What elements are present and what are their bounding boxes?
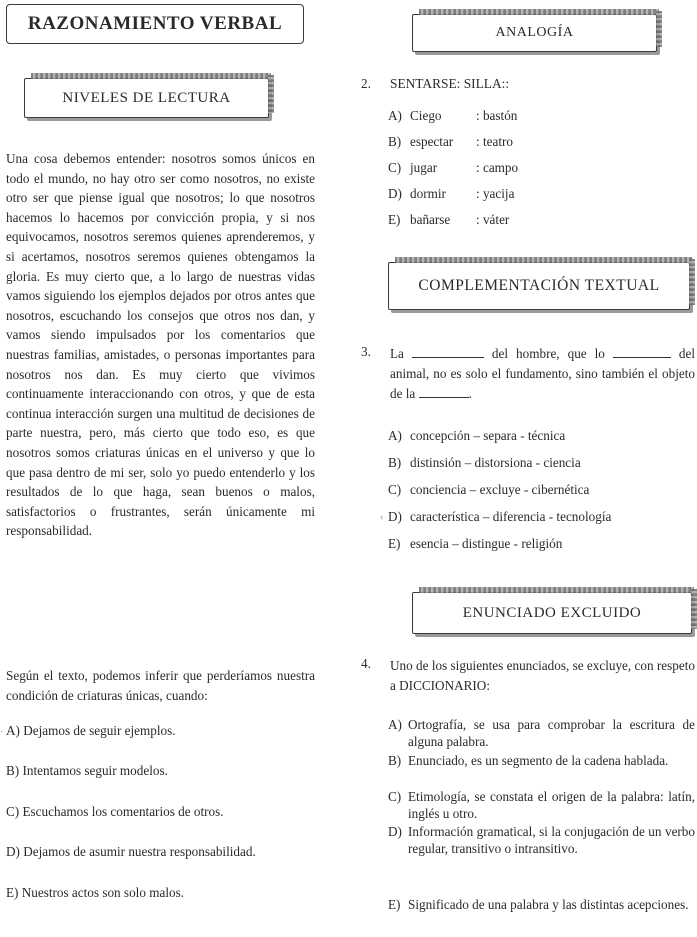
option-a[interactable]: A) Dejamos de seguir ejemplos. bbox=[6, 723, 176, 738]
option-d[interactable]: D) Dejamos de asumir nuestra responsabilidad. bbox=[6, 844, 256, 859]
complementacion-option-c[interactable]: C) conciencia – excluye - cibernética bbox=[388, 482, 590, 497]
subsection-title-box bbox=[24, 78, 269, 118]
question-1-stem: Según el texto, podemos inferir que perderíamos nuestra condición de criaturas únicas, cuando: bbox=[6, 668, 315, 703]
section-title: RAZONAMIENTO VERBAL bbox=[27, 13, 283, 34]
analogia-option-c[interactable]: C) jugar : campo bbox=[388, 160, 519, 175]
question-3-stem: La del hombre, que lo del animal, no es solo el fundamento, sino también el objeto de la . bbox=[390, 346, 696, 401]
analogia-option-a[interactable]: A) Ciego : bastón bbox=[388, 108, 518, 123]
analogia-option-b[interactable]: B) espectar : teatro bbox=[388, 134, 513, 149]
enunciado-option-b[interactable]: B) Enunciado, es un segmento de la cadena hablada. bbox=[388, 753, 669, 768]
blank-3[interactable] bbox=[419, 386, 469, 398]
enunciado-option-c[interactable]: C) Etimología, se constata el origen de la palabra: latín, inglés u otro. bbox=[388, 789, 695, 821]
complementacion-option-e[interactable]: E) esencia – distingue - religión bbox=[388, 536, 563, 551]
reading-passage: Una cosa debemos entender: nosotros somos únicos en todo el mundo, no hay otro ser como nosotros, no existe otro ser que piense igual que nosotros; lo que nosotros hacemos lo hacemos por convicción propia, y si nos equivocamos, nosotros seremos quienes aprenderemos, y si acertamos, nosotros seremos quienes obtengamos la gloria. Es muy cierto que, a lo largo de nuestras vidas vamos siguiendo los ejemplos dejados por otros antes que nosotros, escuchando los consejos que otros nos dan, y vamos siendo impulsados por los comentarios que nuestras familias, amistades, o personas importantes para nosotros nos dan. Es muy cierto que vivimos continuamente interaccionando con otros, y que de esta continua interacción surgen una multitud de decisiones de parte nuestra, pero, más cierto que todo eso, es que nosotros somos criaturas únicas en el universo y que lo que pasa dentro de mi ser, solo yo puedo entenderlo y los resultados de lo que haga, sean buenos o malos, satisfactorios o frustrantes, serán únicamente mi responsabilidad. bbox=[6, 151, 315, 539]
complementacion-title: COMPLEMENTACIÓN TEXTUAL bbox=[418, 277, 660, 294]
section-title-box bbox=[6, 4, 304, 44]
enunciado-title: ENUNCIADO EXCLUIDO bbox=[462, 604, 642, 621]
enunciado-option-a[interactable]: A) Ortografía, se usa para comprobar la escritura de alguna palabra. bbox=[388, 717, 695, 749]
blank-2[interactable] bbox=[613, 346, 671, 358]
option-e[interactable]: E) Nuestros actos son solo malos. bbox=[6, 885, 185, 900]
blank-1[interactable] bbox=[412, 346, 484, 358]
enunciado-option-e[interactable]: E) Significado de una palabra y las distintas acepciones. bbox=[388, 897, 689, 912]
question-2-premise: SENTARSE: SILLA:: bbox=[390, 76, 510, 91]
question-4-number: 4. bbox=[361, 656, 371, 671]
scan-mark: ‹ bbox=[380, 512, 384, 523]
question-4-stem: Uno de los siguientes enunciados, se excluye, con respeto a DICCIONARIO: bbox=[390, 658, 695, 693]
option-c[interactable]: C) Escuchamos los comentarios de otros. bbox=[6, 804, 224, 819]
complementacion-title-box bbox=[388, 262, 690, 310]
scan-mark: · bbox=[0, 727, 4, 738]
complementacion-option-a[interactable]: A) concepción – separa - técnica bbox=[388, 428, 566, 443]
complementacion-option-b[interactable]: B) distinsión – distorsiona - ciencia bbox=[388, 455, 581, 470]
option-b[interactable]: B) Intentamos seguir modelos. bbox=[6, 763, 168, 778]
question-3-number: 3. bbox=[361, 344, 371, 359]
complementacion-option-d[interactable]: D) característica – diferencia - tecnología bbox=[388, 509, 612, 524]
enunciado-title-box bbox=[412, 592, 692, 634]
question-2-number: 2. bbox=[361, 76, 371, 91]
subsection-title: NIVELES DE LECTURA bbox=[62, 89, 231, 106]
analogia-option-e[interactable]: E) bañarse : váter bbox=[388, 212, 510, 227]
enunciado-option-d[interactable]: D) Información gramatical, si la conjugación de un verbo regular, transitivo o intransitivo. bbox=[388, 824, 695, 856]
analogia-title-box bbox=[412, 14, 657, 52]
analogia-option-d[interactable]: D) dormir : yacija bbox=[388, 186, 515, 201]
analogia-title: ANALOGÍA bbox=[495, 25, 574, 40]
